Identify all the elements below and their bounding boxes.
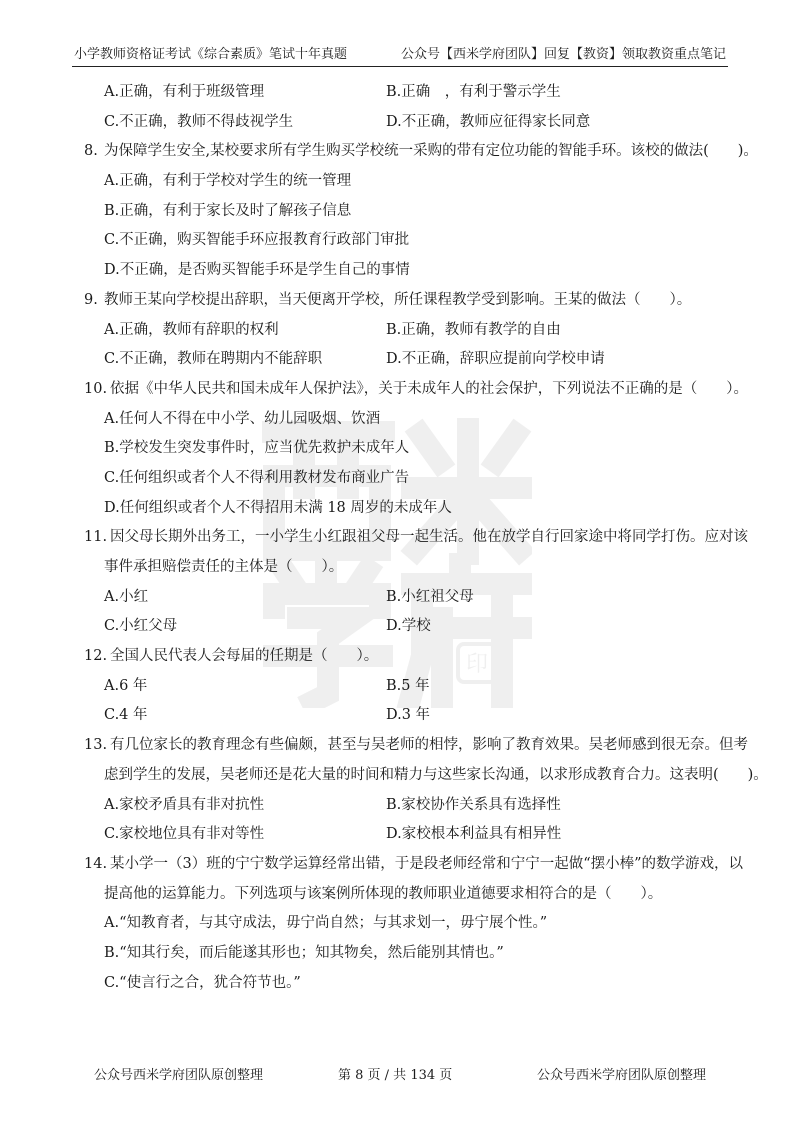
answer-option: C.4 年 [104, 707, 148, 724]
answer-option: D.不正确，辞职应提前向学校申请 [386, 351, 605, 368]
option-row [84, 108, 744, 138]
question-text: 教师王某向学校提出辞职，当天便离开学校，所任课程教学受到影响。王某的做法（ ）。 [104, 291, 692, 308]
answer-option: B.5 年 [386, 677, 430, 694]
option-row [84, 256, 744, 286]
answer-option: B.正确，教师有教学的自由 [386, 321, 561, 338]
answer-option: A.正确，教师有辞职的权利 [104, 321, 279, 338]
answer-option: C.小红父母 [104, 618, 178, 635]
question-text: 为保障学生安全,某校要求所有学生购买学校统一采购的带有定位功能的智能手环。该校的做法( )。 [104, 143, 758, 160]
option-row [84, 791, 744, 821]
answer-option: C.“使言行之合，犹合符节也。” [104, 974, 301, 991]
answer-option: A.正确，有利于学校对学生的统一管理 [104, 173, 352, 190]
question-text: 某小学一（3）班的宁宁数学运算经常出错，于是段老师经常和宁宁一起做“摆小棒”的数学游戏，以 [110, 855, 744, 872]
answer-option: C.家校地位具有非对等性 [104, 826, 265, 843]
answer-option: A.“知教育者，与其守成法，毋宁尚自然；与其求划一，毋宁展个性。” [104, 915, 548, 932]
answer-option: D.3 年 [386, 707, 431, 724]
option-row [84, 701, 744, 731]
option-row [84, 909, 744, 939]
question-number: 10. [84, 380, 108, 397]
question-number: 11. [84, 529, 108, 546]
page-footer [72, 1066, 728, 1086]
question-number: 8. [84, 143, 98, 160]
question-stem [84, 286, 744, 316]
question-stem [84, 642, 744, 672]
answer-option: B.正确 ，有利于警示学生 [386, 84, 561, 100]
answer-option: D.学校 [386, 618, 431, 635]
question-text: 因父母长期外出务工，一小学生小红跟祖父母一起生活。他在放学自行回家途中将同学打伤。应对该 [110, 529, 748, 546]
option-row [84, 167, 744, 197]
question-number: 12. [84, 648, 108, 665]
answer-option: C.不正确，教师不得歧视学生 [104, 113, 294, 130]
question-stem [84, 850, 744, 880]
question-text: 虑到学生的发展，吴老师还是花大量的时间和精力与这些家长沟通，以求形成教育合力。这表明( )。 [104, 766, 768, 783]
answer-option: B.“知其行矣，而后能遂其形也；知其物矣，然后能别其情也。” [104, 944, 504, 961]
option-row [84, 226, 744, 256]
question-text: 事件承担赔偿责任的主体是（ ）。 [104, 559, 344, 575]
question-stem-continued [84, 553, 744, 583]
answer-option: A.家校矛盾具有非对抗性 [104, 796, 265, 813]
page-number: 第 8 页 / 共 134 页 [338, 1068, 453, 1083]
footer-right: 公众号西米学府团队原创整理 [536, 1068, 706, 1083]
question-stem [84, 137, 758, 167]
option-row [84, 672, 744, 702]
question-number: 13. [84, 737, 108, 754]
question-stem [84, 523, 748, 553]
answer-option: A.6 年 [104, 677, 148, 694]
answer-option: D.家校根本利益具有相异性 [386, 826, 562, 843]
question-number: 14. [84, 855, 108, 872]
option-row [84, 969, 744, 999]
answer-option: D.不正确，是否购买智能手环是学生自己的事情 [104, 262, 410, 279]
answer-option: A.正确，有利于班级管理 [104, 84, 265, 100]
option-row [84, 345, 744, 375]
option-row [84, 316, 744, 346]
option-row [84, 197, 744, 227]
answer-option: B.小红祖父母 [386, 588, 474, 605]
option-row [84, 939, 744, 969]
option-row [84, 405, 744, 435]
question-text: 全国人民代表人会每届的任期是（ ）。 [110, 648, 379, 665]
question-text: 提高他的运算能力。下列选项与该案例所体现的教师职业道德要求相符合的是（ ）。 [104, 885, 663, 902]
footer-left: 公众号西米学府团队原创整理 [94, 1068, 264, 1083]
header-title: 小学教师资格证考试《综合素质》笔试十年真题 [74, 47, 348, 62]
question-text: 有几位家长的教育理念有些偏颇，甚至与吴老师的相悖，影响了教育效果。吴老师感到很无奈。但考 [110, 737, 748, 754]
question-stem [84, 731, 748, 761]
question-stem-continued [84, 761, 768, 791]
answer-option: C.不正确，购买智能手环应报教育行政部门审批 [104, 232, 410, 249]
page-header [72, 44, 728, 67]
answer-option: B.家校协作关系具有选择性 [386, 796, 561, 813]
answer-option: D.任何组织或者个人不得招用未满 18 周岁的未成年人 [104, 499, 452, 516]
answer-option: C.任何组织或者个人不得利用教材发布商业广告 [104, 469, 410, 486]
option-row [84, 612, 744, 642]
answer-option: A.小红 [104, 588, 149, 605]
header-promo: 公众号【西米学府团队】回复【教资】领取教资重点笔记 [400, 47, 726, 62]
option-row [84, 494, 744, 524]
question-stem [84, 375, 748, 405]
answer-option: A.任何人不得在中小学、幼儿园吸烟、饮酒 [104, 410, 381, 427]
svg-text:印: 印 [465, 652, 489, 677]
question-text: 依据《中华人民共和国未成年人保护法》，关于未成年人的社会保护，下列说法不正确的是（ ）。 [110, 380, 748, 397]
option-row [84, 464, 744, 494]
option-row [84, 434, 744, 464]
answer-option: D.不正确，教师应征得家长同意 [386, 113, 591, 130]
option-row [84, 78, 744, 108]
question-stem-continued [84, 880, 744, 910]
option-row [84, 583, 744, 613]
answer-option: B.学校发生突发事件时，应当优先救护未成年人 [104, 440, 410, 457]
question-number: 9. [84, 291, 98, 308]
answer-option: C.不正确，教师在聘期内不能辞职 [104, 351, 323, 368]
answer-option: B.正确，有利于家长及时了解孩子信息 [104, 202, 352, 219]
question-list [84, 78, 768, 998]
option-row [84, 820, 744, 850]
